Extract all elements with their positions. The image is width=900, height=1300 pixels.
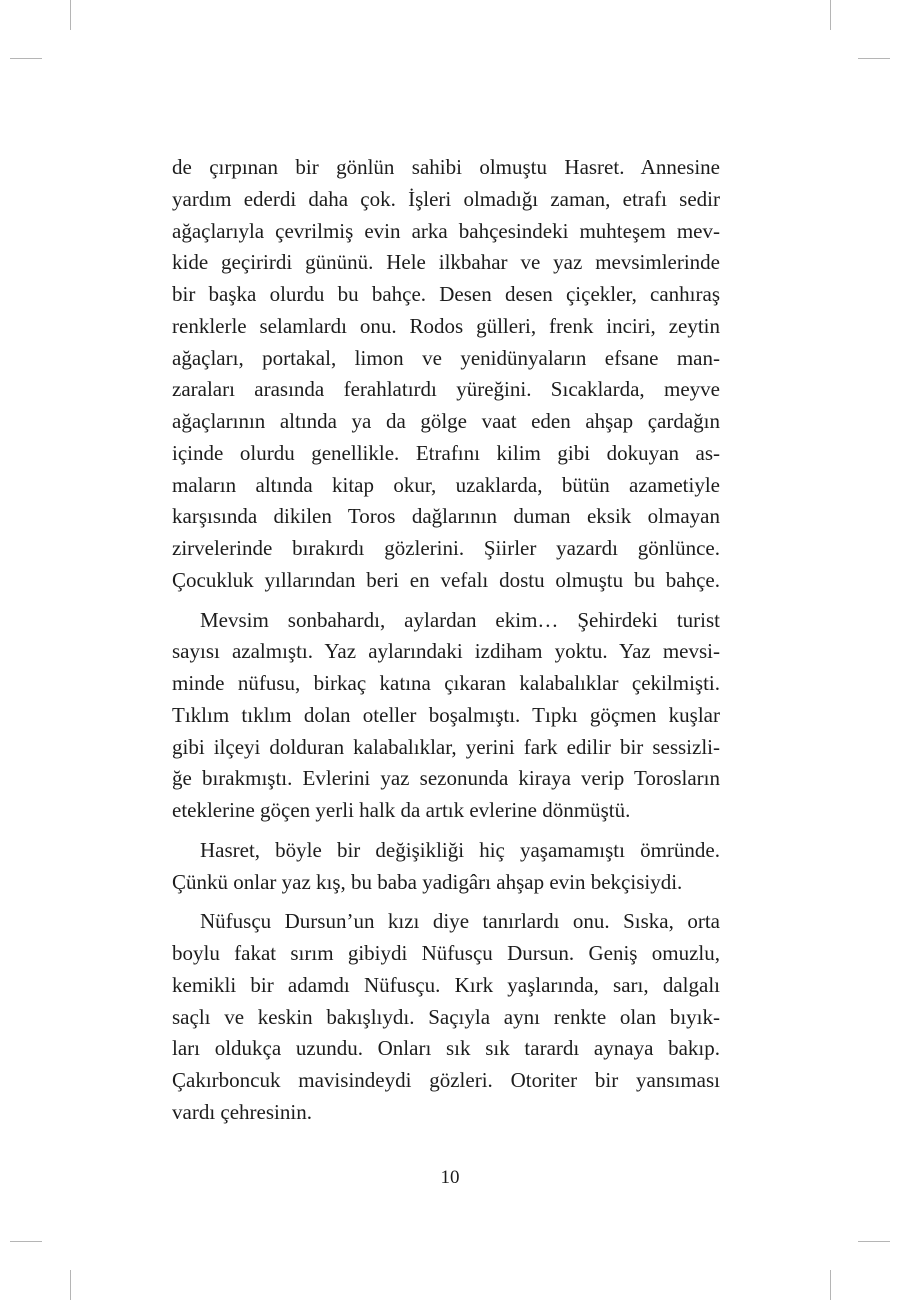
text-line: ağaçlarıyla çevrilmiş evin arka bahçesindeki muhteşem mev- — [172, 218, 720, 243]
text-line: ağaçlarının altında ya da gölge vaat eden ahşap çardağın — [172, 409, 720, 433]
paragraph — [172, 605, 720, 827]
text-line: gibi ilçeyi dolduran kalabalıklar, yerini fark edilir bir sessizli- — [172, 734, 720, 759]
text-line: eteklerine göçen yerli halk da artık evlerine dönmüştü. — [172, 798, 631, 822]
text-line: zirvelerinde bırakırdı gözlerini. Şiirler yazardı gönlünce. — [172, 536, 720, 560]
crop-mark-left-bottom — [10, 1241, 42, 1242]
text-line: sayısı azalmıştı. Yaz aylarındaki izdiham yoktu. Yaz mevsi- — [172, 639, 720, 664]
text-line: kide geçirirdi gününü. Hele ilkbahar ve yaz mevsimlerinde — [172, 250, 720, 275]
text-line: minde nüfusu, birkaç katına çıkaran kalabalıklar çekilmişti. — [172, 671, 720, 695]
text-line: ğe bırakmıştı. Evlerini yaz sezonunda kiraya verip Torosların — [172, 766, 720, 791]
body-text — [172, 152, 720, 1129]
text-line: bir başka olurdu bu bahçe. Desen desen çiçekler, canhıraş — [172, 282, 720, 306]
crop-mark-right-top — [858, 58, 890, 59]
text-line: de çırpınan bir gönlün sahibi olmuştu Hasret. Annesine — [172, 155, 720, 179]
text-line: vardı çehresinin. — [172, 1099, 312, 1124]
text-line: Çünkü onlar yaz kış, bu baba yadigârı ahşap evin bekçisiydi. — [172, 869, 683, 894]
text-line: saçlı ve keskin bakışlıydı. Saçıyla aynı renkte olan bıyık- — [172, 1004, 720, 1029]
text-line: zaraları arasında ferahlatırdı yüreğini. Sıcaklarda, meyve — [172, 377, 720, 402]
text-line: kemikli bir adamdı Nüfusçu. Kırk yaşlarında, sarı, dalgalı — [172, 972, 720, 997]
crop-mark-bottom-left — [70, 1270, 71, 1300]
crop-mark-top-left — [70, 0, 71, 30]
crop-mark-top-right — [830, 0, 831, 30]
text-line: Tıklım tıklım dolan oteller boşalmıştı. Tıpkı göçmen kuşlar — [172, 702, 720, 727]
text-line: Çakırboncuk mavisindeydi gözleri. Otoriter bir yansıması — [172, 1068, 720, 1092]
paragraph — [172, 152, 720, 597]
text-line: yardım ederdi daha çok. İşleri olmadığı zaman, etrafı sedir — [172, 186, 720, 211]
text-line: Nüfusçu Dursun’un kızı diye tanırlardı onu. Sıska, orta — [200, 909, 720, 934]
text-line: karşısında dikilen Toros dağlarının duman eksik olmayan — [172, 504, 720, 529]
text-line: içinde olurdu genellikle. Etrafını kilim gibi dokuyan as- — [172, 440, 720, 465]
text-line: maların altında kitap okur, uzaklarda, bütün azametiyle — [172, 472, 720, 497]
text-line: Hasret, böyle bir değişikliği hiç yaşamamıştı ömründe. — [200, 837, 720, 862]
crop-mark-left-top — [10, 58, 42, 59]
crop-mark-right-bottom — [858, 1241, 890, 1242]
page-number: 10 — [440, 1167, 460, 1188]
paragraph — [172, 835, 720, 899]
text-line: Mevsim sonbahardı, aylardan ekim… Şehirdeki turist — [200, 607, 720, 632]
paragraph — [172, 906, 720, 1128]
text-line: ları oldukça uzundu. Onları sık sık tarardı aynaya bakıp. — [172, 1036, 720, 1061]
text-line: Çocukluk yıllarından beri en vefalı dostu olmuştu bu bahçe. — [172, 567, 720, 592]
crop-mark-bottom-right — [830, 1270, 831, 1300]
text-line: renklerle selamlardı onu. Rodos gülleri, frenk inciri, zeytin — [172, 313, 720, 338]
text-line: boylu fakat sırım gibiydi Nüfusçu Dursun. Geniş omuzlu, — [172, 941, 720, 965]
text-line: ağaçları, portakal, limon ve yenidünyaların efsane man- — [172, 345, 720, 370]
